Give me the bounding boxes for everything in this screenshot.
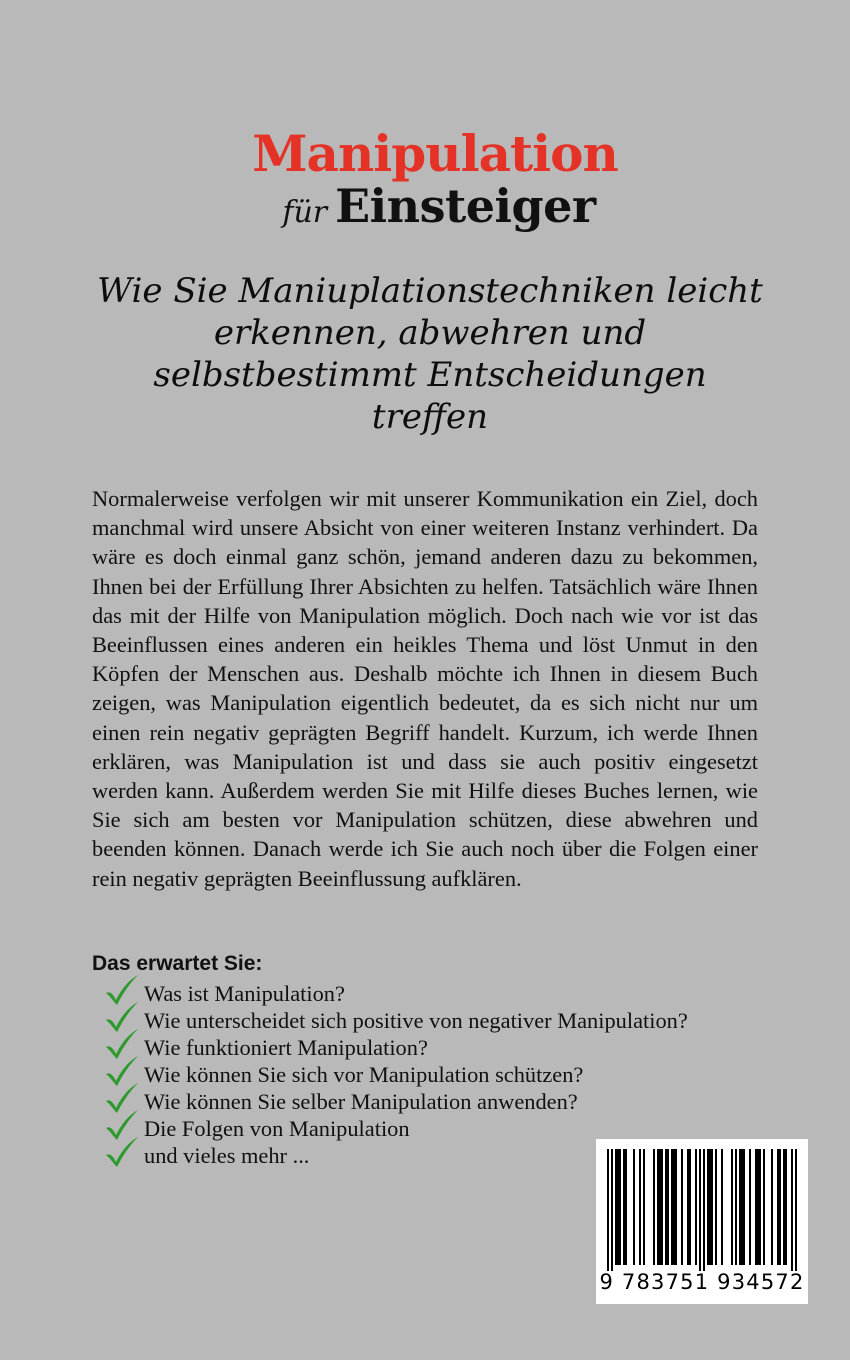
- blurb-text: [92, 484, 758, 893]
- barcode-bar: [643, 1149, 645, 1265]
- barcode-bar: [689, 1149, 691, 1265]
- book-title-line2: [0, 178, 850, 246]
- barcode-bar: [619, 1149, 621, 1265]
- barcode-bar: [625, 1149, 627, 1265]
- barcode-bar: [739, 1149, 741, 1265]
- barcode-bar: [763, 1149, 765, 1265]
- barcode-bar: [709, 1149, 711, 1265]
- checklist-item: [104, 1061, 804, 1088]
- barcode-bar: [659, 1149, 661, 1265]
- barcode-bar: [665, 1149, 667, 1265]
- checklist-item: [104, 1115, 804, 1142]
- blurb-paragraph: Normalerweise verfolgen wir mit unserer Kommunikation ein Ziel, doch manchmal wird unsere Absicht von einer weiteren Instanz verhindert. Da wäre es doch einmal ganz schön, jemand anderen dazu zu bekommen, Ihnen bei der Erfüllung Ihrer Absichten zu helfen. Tatsächlich wäre Ihnen das mit der Hilfe von Manipulation möglich. Doch nach wie vor ist das Beeinflussen eines anderen ein heikles Thema und löst Unmut in den Köpfen der Menschen aus. Deshalb möchte ich Ihnen in diesem Buch zeigen, was Manipulation eigentlich bedeutet, da es sich nicht nur um einen rein negativ geprägten Begriff handelt. Kurzum, ich werde Ihnen erklären, was Manipulation ist und dass sie auch positiv eingesetzt werden kann. Außerdem werden Sie mit Hilfe dieses Buches lernen, wie Sie sich am besten vor Manipulation schützen, diese abwehren und beenden können. Danach werde ich Sie auch noch über die Folgen einer rein negativ geprägten Beeinflussung aufklären.: [92, 486, 758, 891]
- barcode-bar: [759, 1149, 761, 1265]
- barcode-bar: [653, 1149, 655, 1265]
- barcode-bar: [749, 1149, 751, 1265]
- checklist-item: [104, 1034, 804, 1061]
- checklist-item-label: Wie können Sie sich vor Manipulation schützen?: [144, 1062, 584, 1087]
- barcode-bar: [707, 1149, 709, 1265]
- barcode-bar: [623, 1149, 625, 1265]
- barcode-bar: [671, 1149, 673, 1265]
- checklist-item-label: Die Folgen von Manipulation: [144, 1116, 410, 1141]
- barcode-bar: [667, 1149, 669, 1265]
- barcode-bar: [673, 1149, 675, 1265]
- barcode-bar: [657, 1149, 659, 1265]
- isbn-number: 9 783751 934572: [599, 1270, 805, 1294]
- barcode-bar: [611, 1149, 613, 1271]
- barcode-bar: [711, 1149, 713, 1265]
- barcode-bar: [791, 1149, 793, 1271]
- checklist-item-label: und vieles mehr ...: [144, 1143, 310, 1168]
- title-fuer: für: [282, 195, 328, 230]
- barcode-bar: [633, 1149, 635, 1265]
- checklist-item: [104, 1088, 804, 1115]
- barcode-bar: [703, 1149, 705, 1271]
- barcode-bar: [639, 1149, 641, 1265]
- isbn-barcode: [596, 1139, 808, 1304]
- barcode-bar: [687, 1149, 689, 1265]
- barcode-bar: [699, 1149, 701, 1271]
- checklist-item: [104, 980, 804, 1007]
- barcode-bar: [607, 1149, 609, 1271]
- checklist-item-label: Wie unterscheidet sich positive von negativer Manipulation?: [144, 1008, 688, 1033]
- checklist-title: Das erwartet Sie:: [92, 952, 263, 975]
- barcode-bar: [741, 1149, 743, 1265]
- barcode-bar: [755, 1149, 757, 1265]
- barcode-bar: [617, 1149, 619, 1265]
- checklist-item: [104, 1007, 804, 1034]
- barcode-bar: [785, 1149, 787, 1265]
- barcode-bar: [675, 1149, 677, 1265]
- barcode-bars: [596, 1139, 808, 1274]
- checklist-item-label: Was ist Manipulation?: [144, 981, 345, 1006]
- barcode-bar: [661, 1149, 663, 1265]
- barcode-bar: [615, 1149, 617, 1265]
- barcode-bar: [681, 1149, 683, 1265]
- check-icon: [104, 1136, 140, 1170]
- barcode-bar: [743, 1149, 745, 1265]
- barcode-bar: [721, 1149, 723, 1265]
- barcode-bar: [757, 1149, 759, 1265]
- book-subtitle: Wie Sie Maniuplationstechniken leicht erkennen, abwehren und selbstbestimmt Entscheidungen treffen: [97, 271, 763, 437]
- barcode-bar: [715, 1149, 717, 1265]
- book-title-manipulation: Manipulation: [252, 124, 618, 183]
- title-einsteiger: Einsteiger: [335, 179, 596, 233]
- checklist-item-label: Wie können Sie selber Manipulation anwenden?: [144, 1089, 578, 1114]
- barcode-bar: [783, 1149, 785, 1265]
- barcode-bar: [795, 1149, 797, 1271]
- barcode-bar: [731, 1149, 733, 1265]
- barcode-bar: [771, 1149, 773, 1265]
- barcode-bar: [695, 1149, 697, 1265]
- barcode-bar: [777, 1149, 779, 1265]
- checklist-item-label: Wie funktioniert Manipulation?: [144, 1035, 428, 1060]
- barcode-bar: [779, 1149, 781, 1265]
- barcode-bar: [735, 1149, 737, 1265]
